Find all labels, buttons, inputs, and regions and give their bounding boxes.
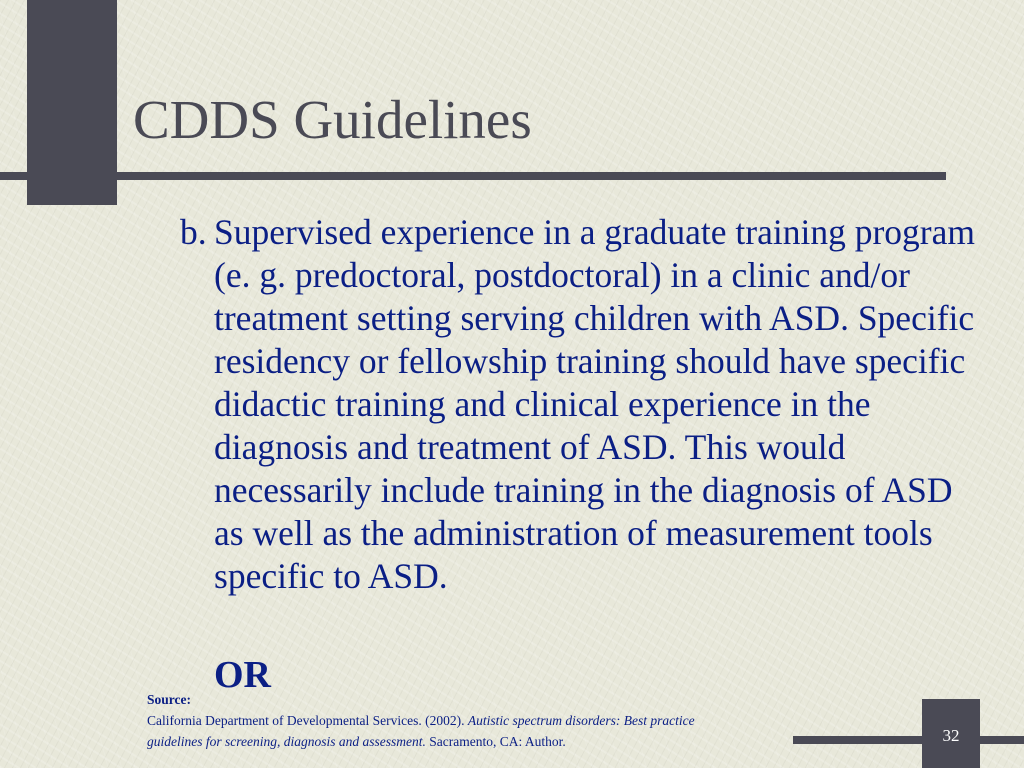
slide-body [180,211,980,598]
list-item-label: b. [180,212,207,252]
source-publisher: Sacramento, CA: Author. [425,734,566,749]
source-title-part-2: guidelines for screening, diagnosis and assessment. [147,734,426,749]
source-heading: Source: [147,692,191,707]
page-number: 32 [942,726,960,745]
slide-title: CDDS Guidelines [133,89,532,150]
list-item-text: Supervised experience in a graduate training program (e. g. predoctoral, postdoctoral) in a clinic and/or treatment setting serving children with ASD. Specific residency or fellowship training should have specific didactic training and clinical experience in the diagnosis and treatment of ASD. This would necessarily include training in the diagnosis of ASD as well as the administration of measurement tools specific to ASD. [214,212,975,596]
source-title-part-1: Autistic spectrum disorders: Best practice [467,713,695,728]
or-label: OR [214,654,271,696]
list-item [180,211,980,598]
source-line-1 [147,710,877,731]
source-citation [147,689,877,752]
title-rule [0,172,946,180]
source-line-2 [147,731,877,752]
footer-rule [793,736,1024,744]
source-authors: California Department of Developmental Services. (2002). [147,713,468,728]
